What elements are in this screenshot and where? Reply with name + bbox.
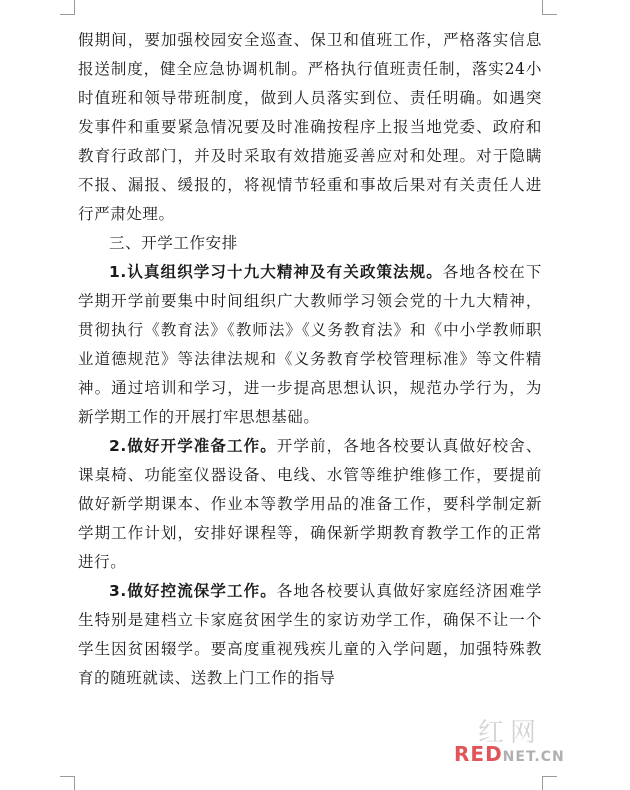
watermark-red-text: RED <box>454 742 503 766</box>
watermark-gray-text: NET.CN <box>502 749 565 765</box>
paragraph-item-3 <box>78 577 542 693</box>
crop-mark-top-left <box>60 0 75 15</box>
watermark-glyphs: 红网 <box>478 718 543 748</box>
watermark-logo <box>454 742 574 770</box>
crop-mark-top-right <box>542 0 557 15</box>
item-2-body: 开学前，各地各校要认真做好校舍、课桌椅、功能室仪器设备、电线、水管等维护维修工作，要提前做好新学期课本、作业本等教学用品的准备工作，要科学制定新学期工作计划，安排好课程等，确保新学期教育教学工作的正常进行。 <box>78 437 542 571</box>
crop-mark-bottom-right <box>542 776 557 790</box>
item-3-title: 3.做好控流保学工作。 <box>109 582 277 600</box>
paragraph-safety: 假期间，要加强校园安全巡查、保卫和值班工作，严格落实信息报送制度，健全应急协调机制。严格执行值班责任制，落实24小时值班和领导带班制度，做到人员落实到位、责任明确。如遇突发事件和重要紧急情况要及时准确按程序上报当地党委、政府和教育行政部门，并及时采取有效措施妥善应对和处理。对于隐瞒不报、漏报、缓报的，将视情节轻重和事故后果对有关责任人进行严肃处理。 <box>78 31 542 223</box>
paragraph-item-1 <box>78 258 542 432</box>
item-1-body: 各地各校在下学期开学前要集中时间组织广大教师学习领会党的十九大精神，贯彻执行《教育法》《教师法》《义务教育法》和《中小学教师职业道德规范》等法律法规和《义务教育学校管理标准》等文件精神。通过培训和学习，进一步提高思想认识，规范办学行为，为新学期工作的开展打牢思想基础。 <box>78 263 542 426</box>
section-heading: 三、开学工作安排 <box>109 234 238 252</box>
item-1-title: 1.认真组织学习十九大精神及有关政策法规。 <box>109 263 443 281</box>
paragraph-item-2 <box>78 432 542 577</box>
document-body <box>78 26 542 693</box>
crop-mark-bottom-left <box>60 776 75 790</box>
item-2-title: 2.做好开学准备工作。 <box>109 437 277 455</box>
item-3-body: 各地各校要认真做好家庭经济困难学生特别是建档立卡家庭贫困学生的家访劝学工作，确保不让一个学生因贫困辍学。要高度重视残疾儿童的入学问题，加强特殊教育的随班就读、送教上门工作的指导 <box>78 582 542 687</box>
